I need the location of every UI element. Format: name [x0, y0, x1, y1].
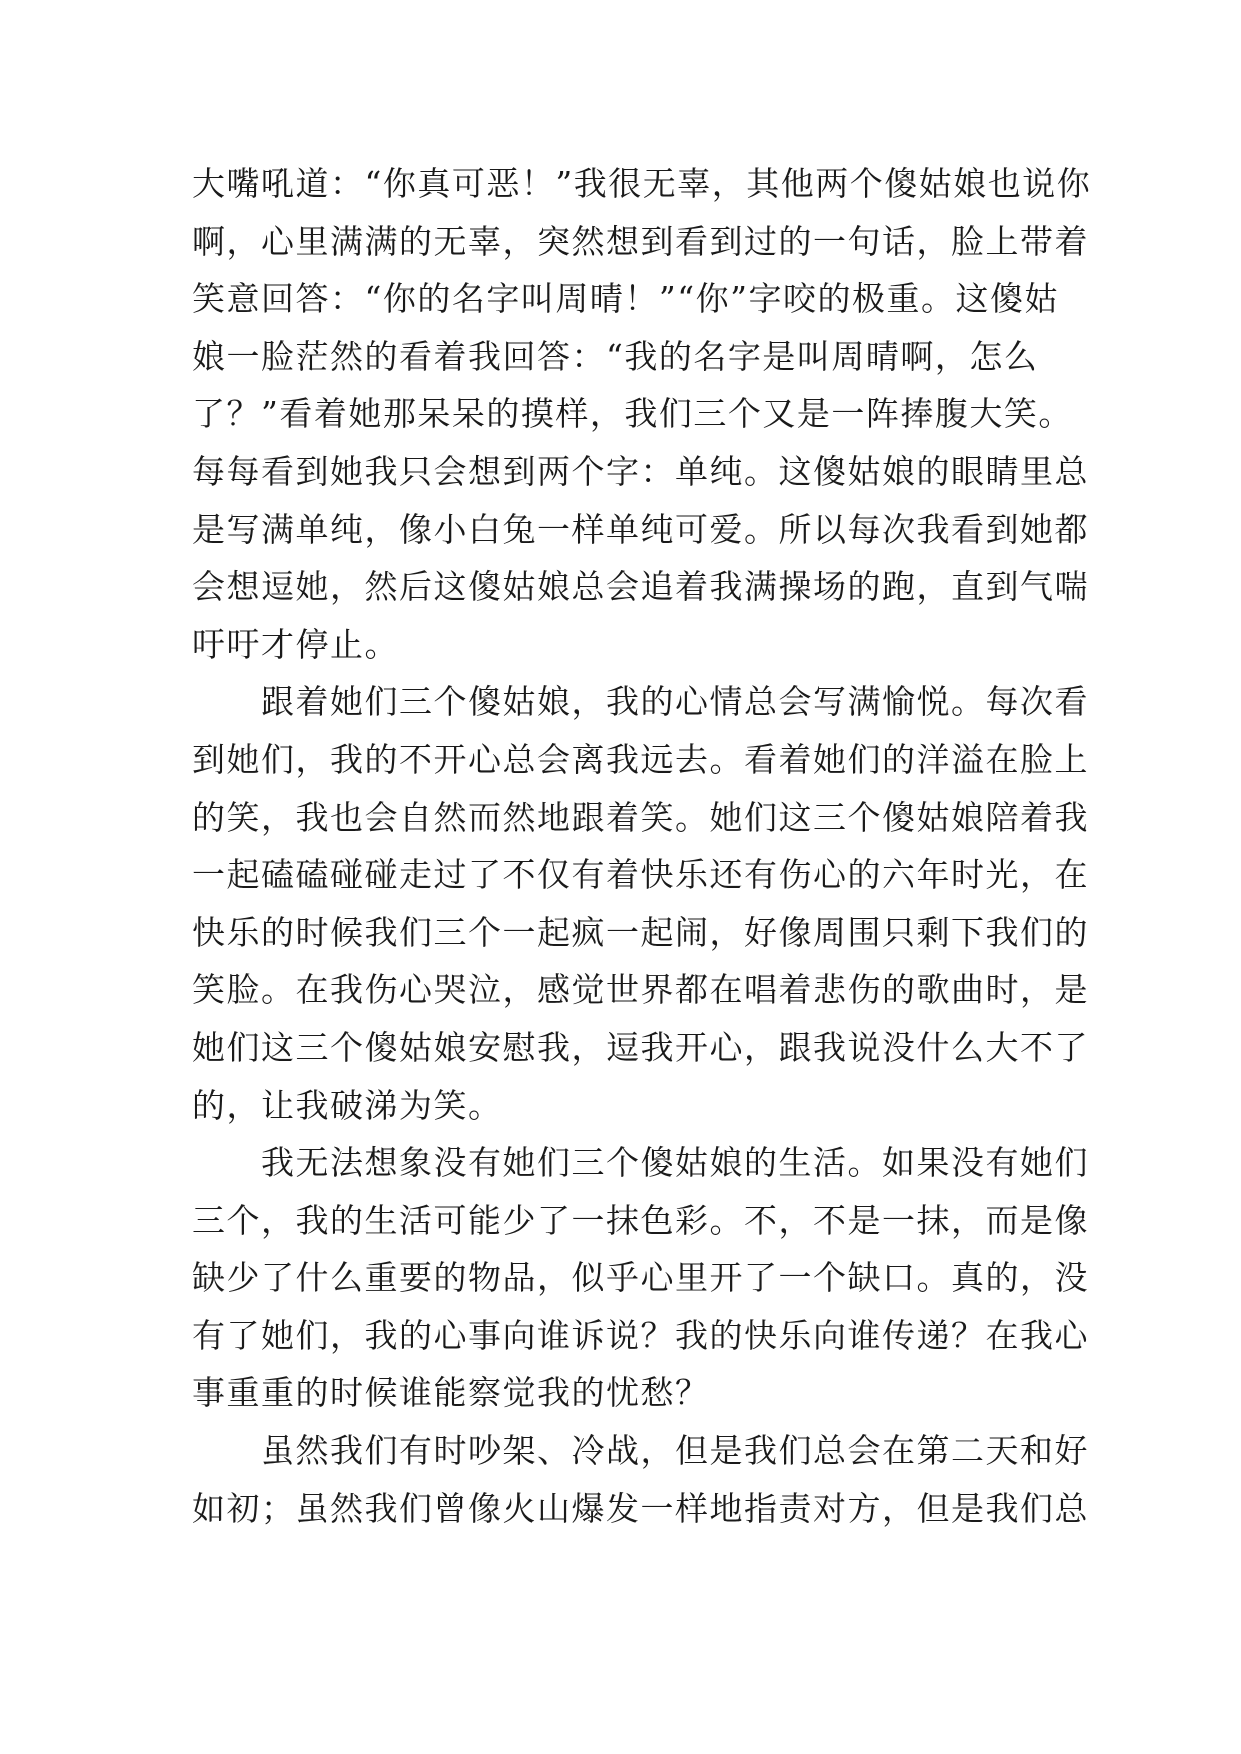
text-line: 缺少了什么重要的物品，似乎心里开了一个缺口。真的，没: [192, 1258, 1089, 1298]
text-line: 如初；虽然我们曾像火山爆发一样地指责对方，但是我们总: [192, 1488, 1089, 1528]
text-line: 娘一脸茫然的看着我回答：“我的名字是叫周晴啊，怎么: [192, 336, 1039, 376]
text-line: 跟着她们三个傻姑娘，我的心情总会写满愉悦。每次看: [192, 682, 1089, 722]
text-line: 的笑，我也会自然而然地跟着笑。她们这三个傻姑娘陪着我: [192, 797, 1089, 837]
text-line: 事重重的时候谁能察觉我的忧愁？: [192, 1373, 710, 1413]
text-line: 的，让我破涕为笑。: [192, 1085, 503, 1125]
text-line: 啊，心里满满的无辜，突然想到看到过的一句话，脸上带着: [192, 221, 1089, 261]
text-line: 到她们，我的不开心总会离我远去。看着她们的洋溢在脸上: [192, 739, 1089, 779]
text-line: 每每看到她我只会想到两个字：单纯。这傻姑娘的眼睛里总: [192, 451, 1089, 491]
text-line: 三个，我的生活可能少了一抹色彩。不，不是一抹，而是像: [192, 1200, 1089, 1240]
text-line: 会想逗她，然后这傻姑娘总会追着我满操场的跑，直到气喘: [192, 567, 1089, 607]
text-line: 虽然我们有时吵架、冷战，但是我们总会在第二天和好: [192, 1431, 1089, 1471]
text-line: 我无法想象没有她们三个傻姑娘的生活。如果没有她们: [192, 1143, 1089, 1183]
body-text: [192, 155, 1092, 1537]
text-line: 笑意回答：“你的名字叫周晴！”“你”字咬的极重。这傻姑: [192, 279, 1059, 319]
text-line: 一起磕磕碰碰走过了不仅有着快乐还有伤心的六年时光，在: [192, 855, 1089, 895]
text-line: 吁吁才停止。: [192, 624, 399, 664]
text-line: 了？”看着她那呆呆的摸样，我们三个又是一阵捧腹大笑。: [192, 394, 1073, 434]
text-line: 笑脸。在我伤心哭泣，感觉世界都在唱着悲伤的歌曲时，是: [192, 970, 1089, 1010]
text-line: 快乐的时候我们三个一起疯一起闹，好像周围只剩下我们的: [192, 912, 1089, 952]
text-line: 她们这三个傻姑娘安慰我，逗我开心，跟我说没什么大不了: [192, 1027, 1089, 1067]
text-line: 是写满单纯，像小白兔一样单纯可爱。所以每次我看到她都: [192, 509, 1089, 549]
text-line: 大嘴吼道：“你真可恶！”我很无辜，其他两个傻姑娘也说你: [192, 164, 1092, 203]
text-line: 有了她们，我的心事向谁诉说？我的快乐向谁传递？在我心: [192, 1315, 1089, 1355]
